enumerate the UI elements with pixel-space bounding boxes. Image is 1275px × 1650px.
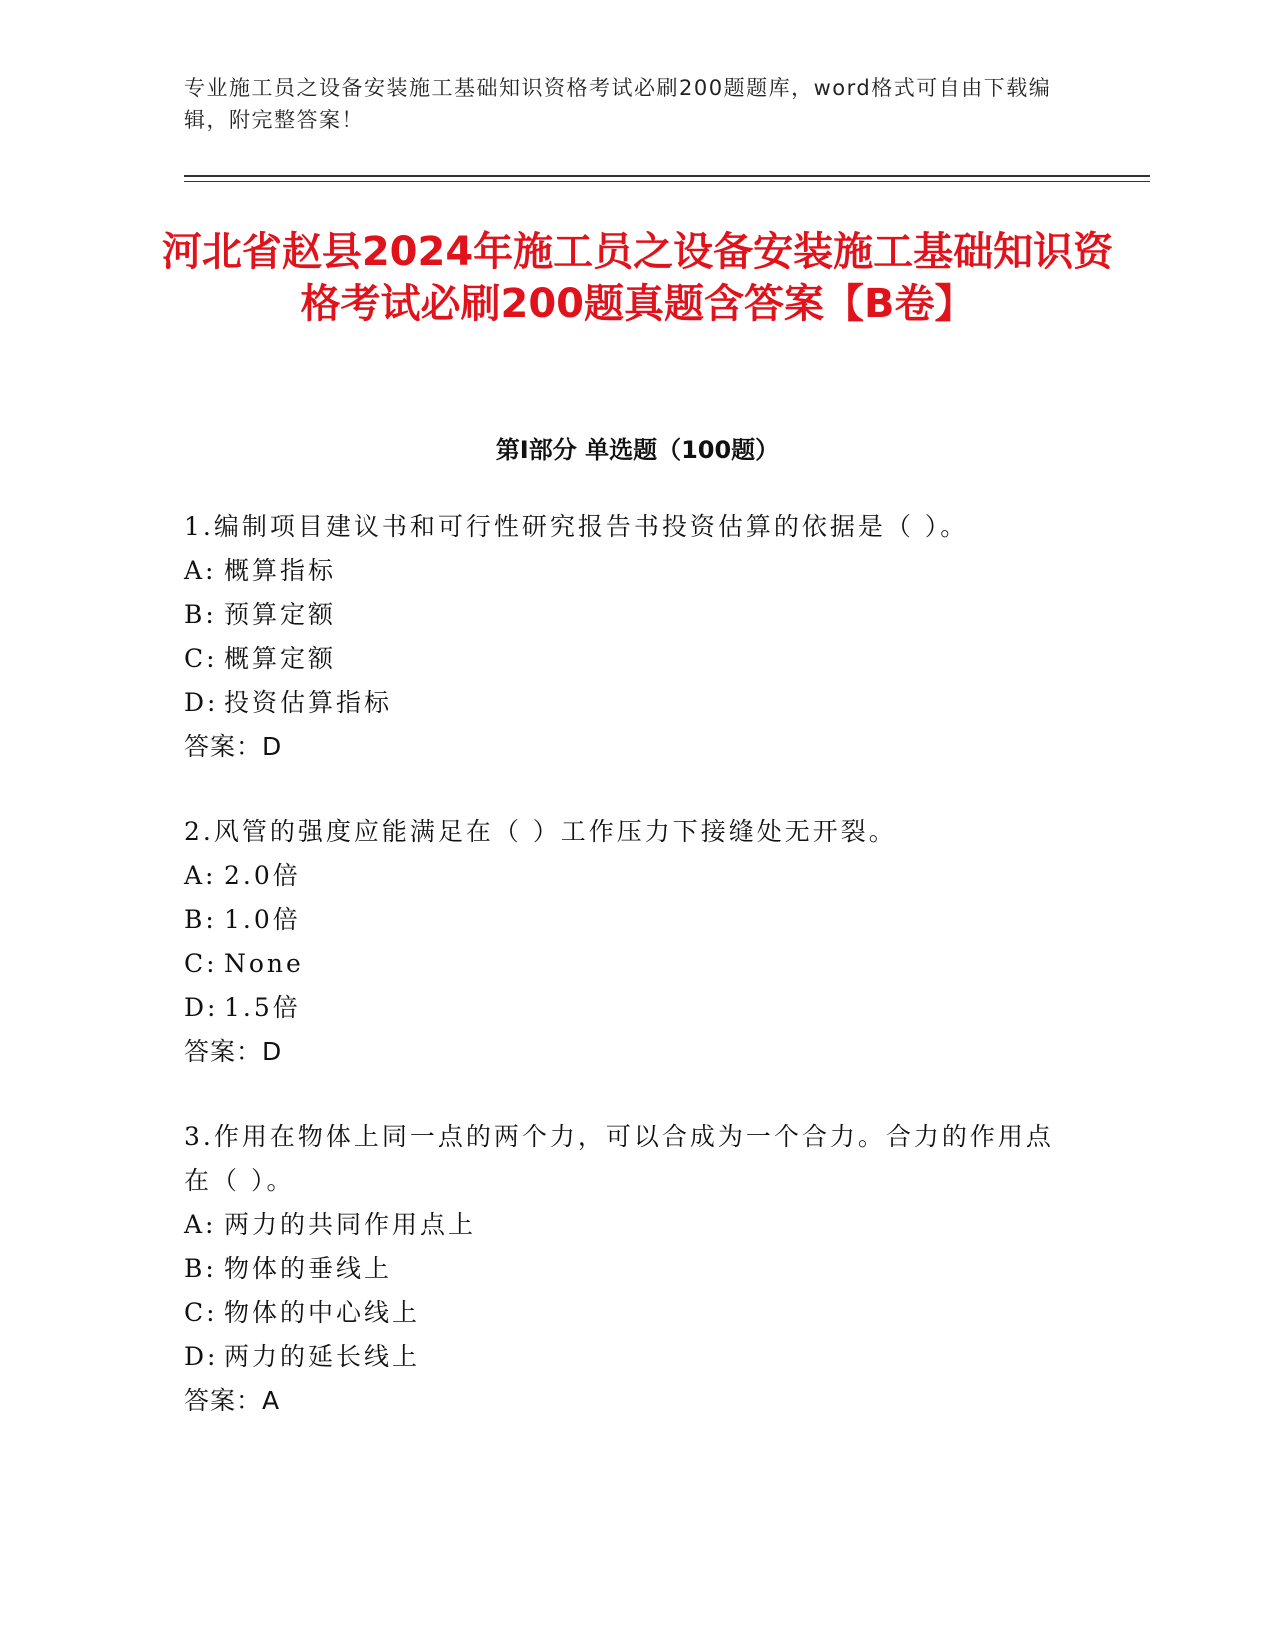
option-letter: C: bbox=[184, 644, 218, 673]
option-c bbox=[184, 637, 1064, 681]
option-text: 物体的垂线上 bbox=[224, 1254, 393, 1283]
question-stem: 3.作用在物体上同一点的两个力，可以合成为一个合力。合力的作用点在（ ）。 bbox=[184, 1122, 1054, 1195]
question-stem: 1.编制项目建议书和可行性研究报告书投资估算的依据是（ ）。 bbox=[184, 512, 969, 541]
option-letter: A: bbox=[184, 556, 217, 585]
option-letter: C: bbox=[184, 1298, 218, 1327]
option-b bbox=[184, 898, 1064, 942]
option-letter: B: bbox=[184, 905, 217, 934]
option-text: 投资估算指标 bbox=[224, 688, 393, 717]
section-title: 第I部分 单选题（100题） bbox=[495, 436, 780, 464]
option-letter: B: bbox=[184, 1254, 217, 1283]
answer-line: 答案：D bbox=[184, 1037, 283, 1066]
option-a bbox=[184, 854, 1064, 898]
option-text: None bbox=[224, 949, 304, 978]
option-b bbox=[184, 593, 1064, 637]
option-letter: A: bbox=[184, 1210, 217, 1239]
option-text: 概算指标 bbox=[224, 556, 337, 585]
header-divider-thin bbox=[184, 181, 1150, 182]
option-b bbox=[184, 1247, 1064, 1291]
option-a bbox=[184, 1203, 1064, 1247]
question-stem: 2.风管的强度应能满足在（ ）工作压力下接缝处无开裂。 bbox=[184, 817, 897, 846]
option-letter: C: bbox=[184, 949, 218, 978]
answer-line: 答案：D bbox=[184, 732, 283, 761]
option-text: 两力的延长线上 bbox=[224, 1342, 421, 1371]
option-text: 1.0倍 bbox=[224, 905, 301, 934]
option-text: 概算定额 bbox=[224, 644, 337, 673]
option-letter: D: bbox=[184, 688, 219, 717]
option-letter: D: bbox=[184, 1342, 219, 1371]
option-text: 2.0倍 bbox=[224, 861, 301, 890]
option-c bbox=[184, 1291, 1064, 1335]
answer-line: 答案：A bbox=[184, 1386, 281, 1415]
header-divider-thick bbox=[184, 175, 1150, 177]
option-text: 两力的共同作用点上 bbox=[224, 1210, 477, 1239]
question-3 bbox=[184, 1115, 1064, 1423]
option-letter: B: bbox=[184, 600, 217, 629]
option-d bbox=[184, 681, 1064, 725]
option-d bbox=[184, 986, 1064, 1030]
option-letter: D: bbox=[184, 993, 219, 1022]
question-2 bbox=[184, 810, 1064, 1074]
option-d bbox=[184, 1335, 1064, 1379]
option-text: 1.5倍 bbox=[224, 993, 301, 1022]
option-text: 物体的中心线上 bbox=[224, 1298, 421, 1327]
header-note: 专业施工员之设备安装施工基础知识资格考试必刷200题题库，word格式可自由下载编辑，附完整答案！ bbox=[184, 76, 1052, 132]
option-letter: A: bbox=[184, 861, 217, 890]
question-1 bbox=[184, 505, 1064, 769]
option-a bbox=[184, 549, 1064, 593]
option-c bbox=[184, 942, 1064, 986]
option-text: 预算定额 bbox=[224, 600, 337, 629]
document-title: 河北省赵县2024年施工员之设备安装施工基础知识资格考试必刷200题真题含答案【B卷】 bbox=[161, 229, 1114, 327]
